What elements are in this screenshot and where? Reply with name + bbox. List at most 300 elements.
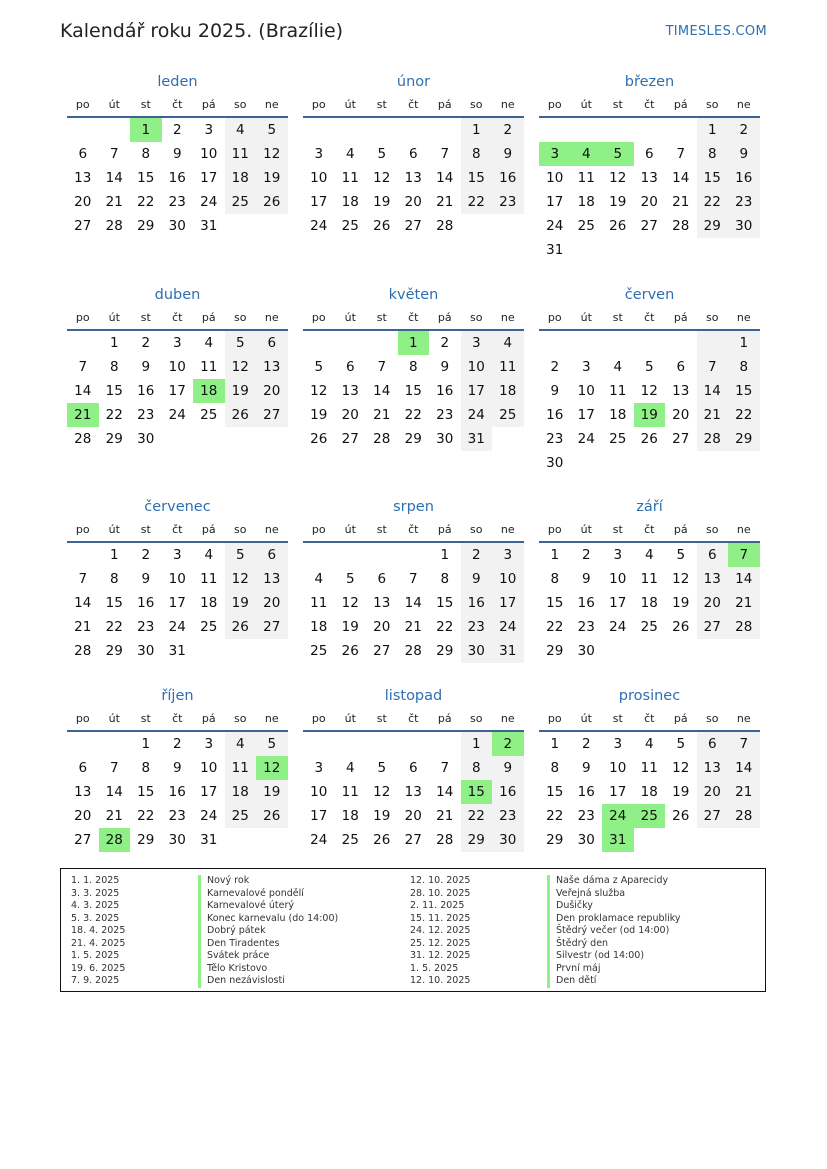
empty-cell (492, 427, 524, 451)
holiday-date: 1. 5. 2025 (410, 962, 459, 974)
day-cell: 18 (341, 808, 359, 824)
day-cell: 10 (310, 170, 328, 186)
day-cell: 7 (440, 146, 450, 162)
day-cell: 5 (676, 736, 686, 752)
day-cell: 23 (492, 804, 524, 828)
day-cell: 23 (168, 808, 186, 824)
weekday-label: ne (500, 711, 515, 725)
day-cell: 23 (577, 808, 595, 824)
day-cell: 1 (728, 331, 760, 355)
day-cell: 20 (256, 591, 288, 615)
empty-cell (634, 639, 666, 663)
day-cell: 9 (141, 571, 151, 587)
day-cell: 25 (634, 804, 666, 828)
empty-cell (634, 451, 666, 475)
day-cell: 8 (697, 142, 729, 166)
weekday-label: út (344, 711, 356, 725)
empty-cell (697, 451, 729, 475)
day-cell: 17 (609, 595, 627, 611)
day-cell: 25 (640, 619, 658, 635)
empty-cell (728, 828, 760, 852)
day-cell: 16 (168, 170, 186, 186)
day-cell: 12 (373, 784, 391, 800)
day-cell: 25 (341, 832, 359, 848)
weekday-label: st (612, 97, 623, 111)
day-cell: 16 (137, 595, 155, 611)
empty-cell (193, 639, 225, 663)
empty-cell (665, 639, 697, 663)
day-cell: 31 (492, 639, 524, 663)
day-cell: 5 (377, 146, 387, 162)
day-cell: 25 (200, 619, 218, 635)
weekday-label: so (470, 97, 483, 111)
day-cell: 23 (577, 619, 595, 635)
day-cell: 23 (728, 190, 760, 214)
day-cell: 15 (105, 383, 123, 399)
day-cell: 3 (172, 335, 182, 351)
empty-cell (335, 543, 367, 567)
empty-cell (697, 828, 729, 852)
day-cell: 12 (341, 595, 359, 611)
day-cell: 21 (697, 403, 729, 427)
day-cell: 24 (577, 431, 595, 447)
day-cell: 28 (105, 218, 123, 234)
day-cell: 13 (341, 383, 359, 399)
weekday-label: so (706, 310, 719, 324)
day-cell: 25 (200, 407, 218, 423)
day-cell: 22 (404, 407, 422, 423)
empty-cell (571, 451, 603, 475)
weekday-label: st (140, 97, 151, 111)
month-1 (67, 71, 288, 238)
day-grid (67, 732, 288, 852)
day-cell: 9 (172, 760, 182, 776)
day-cell: 18 (640, 595, 658, 611)
day-cell: 18 (492, 379, 524, 403)
empty-cell (665, 828, 697, 852)
weekday-label: čt (408, 97, 419, 111)
month-name: prosinec (618, 688, 681, 704)
empty-cell (335, 732, 367, 756)
day-grid (303, 118, 524, 238)
holiday-date: 31. 12. 2025 (410, 950, 471, 961)
empty-cell (366, 732, 398, 756)
empty-cell (225, 639, 257, 663)
day-cell: 1 (398, 331, 430, 355)
holiday-date: 24. 12. 2025 (410, 925, 471, 936)
day-cell: 4 (492, 331, 524, 355)
month-3 (539, 71, 760, 262)
weekday-label: út (344, 522, 356, 536)
day-cell: 13 (404, 784, 422, 800)
day-cell: 5 (314, 359, 324, 375)
day-cell: 20 (640, 194, 658, 210)
day-cell: 12 (373, 170, 391, 186)
holiday-dates-left (71, 875, 125, 988)
empty-cell (398, 118, 430, 142)
day-cell: 10 (609, 571, 627, 587)
day-cell: 24 (200, 194, 218, 210)
day-cell: 18 (225, 780, 257, 804)
day-cell: 19 (256, 166, 288, 190)
weekday-label: út (344, 310, 356, 324)
empty-cell (634, 331, 666, 355)
day-cell: 10 (310, 784, 328, 800)
weekday-header (539, 306, 760, 328)
day-cell: 18 (200, 595, 218, 611)
day-cell: 9 (728, 142, 760, 166)
weekday-label: so (470, 522, 483, 536)
weekday-label: po (311, 97, 326, 111)
day-cell: 6 (78, 146, 88, 162)
day-cell: 26 (373, 218, 391, 234)
holiday-date: 7. 9. 2025 (71, 975, 120, 986)
weekday-label: so (706, 97, 719, 111)
weekday-label: út (580, 711, 592, 725)
day-cell: 9 (581, 760, 591, 776)
day-cell: 2 (581, 547, 591, 563)
day-cell: 28 (436, 832, 454, 848)
day-cell: 10 (577, 383, 595, 399)
day-cell: 20 (697, 591, 729, 615)
day-cell: 8 (440, 571, 450, 587)
day-grid (67, 331, 288, 451)
weekday-label: ne (736, 97, 751, 111)
day-cell: 11 (492, 355, 524, 379)
weekday-label: st (612, 522, 623, 536)
day-cell: 28 (74, 643, 92, 659)
month-name: srpen (393, 499, 434, 515)
day-cell: 10 (546, 170, 564, 186)
empty-cell (602, 639, 634, 663)
day-cell: 18 (640, 784, 658, 800)
day-cell: 30 (546, 455, 564, 471)
day-cell: 9 (581, 571, 591, 587)
empty-cell (256, 427, 288, 451)
weekday-label: út (108, 97, 120, 111)
weekday-label: so (470, 310, 483, 324)
day-cell: 21 (373, 407, 391, 423)
empty-cell (303, 331, 335, 355)
day-cell: 2 (172, 736, 182, 752)
day-cell: 8 (109, 359, 119, 375)
day-cell: 8 (408, 359, 418, 375)
empty-cell (602, 118, 634, 142)
day-cell: 22 (137, 808, 155, 824)
empty-cell (366, 331, 398, 355)
weekday-label: út (580, 97, 592, 111)
day-cell: 12 (225, 567, 257, 591)
weekday-label: út (108, 711, 120, 725)
holiday-name: Veřejná služba (547, 888, 681, 901)
day-cell: 3 (204, 736, 214, 752)
day-cell: 17 (577, 407, 595, 423)
day-cell: 15 (697, 166, 729, 190)
holiday-name: Karnevalové úterý (198, 900, 338, 913)
day-cell: 31 (602, 828, 634, 852)
empty-cell (665, 331, 697, 355)
weekday-label: st (140, 522, 151, 536)
day-cell: 1 (130, 118, 162, 142)
weekday-label: st (140, 310, 151, 324)
day-cell: 3 (314, 760, 324, 776)
empty-cell (366, 118, 398, 142)
day-cell: 6 (408, 760, 418, 776)
day-cell: 19 (634, 403, 666, 427)
day-cell: 12 (256, 756, 288, 780)
day-cell: 26 (225, 403, 257, 427)
empty-cell (225, 427, 257, 451)
day-cell: 18 (225, 166, 257, 190)
day-cell: 1 (697, 118, 729, 142)
empty-cell (602, 238, 634, 262)
day-cell: 24 (310, 832, 328, 848)
day-cell: 27 (404, 832, 422, 848)
day-cell: 5 (256, 118, 288, 142)
weekday-header (67, 518, 288, 540)
day-cell: 30 (577, 832, 595, 848)
day-cell: 21 (105, 194, 123, 210)
page-title: Kalendář roku 2025. (Brazílie) (60, 20, 344, 42)
month-name: duben (154, 287, 201, 303)
day-cell: 27 (74, 218, 92, 234)
weekday-label: ne (264, 522, 279, 536)
day-cell: 1 (141, 736, 151, 752)
day-cell: 27 (256, 403, 288, 427)
holiday-date: 2. 11. 2025 (410, 900, 465, 911)
day-grid (67, 543, 288, 663)
day-cell: 29 (137, 218, 155, 234)
empty-cell (539, 118, 571, 142)
day-cell: 2 (440, 335, 450, 351)
empty-cell (571, 238, 603, 262)
day-cell: 14 (436, 170, 454, 186)
month-name: listopad (384, 688, 443, 704)
day-cell: 29 (546, 832, 564, 848)
day-cell: 11 (200, 359, 218, 375)
day-cell: 13 (74, 170, 92, 186)
day-cell: 28 (404, 643, 422, 659)
month-2 (303, 71, 524, 238)
weekday-label: čt (172, 97, 183, 111)
day-cell: 3 (581, 359, 591, 375)
day-cell: 2 (581, 736, 591, 752)
weekday-label: po (547, 711, 562, 725)
day-cell: 4 (204, 547, 214, 563)
weekday-label: pá (673, 711, 688, 725)
holiday-date: 1. 1. 2025 (71, 875, 120, 886)
holiday-name: Den proklamace republiky (547, 913, 681, 926)
day-cell: 4 (225, 118, 257, 142)
month-11 (303, 685, 524, 852)
day-cell: 10 (200, 760, 218, 776)
day-cell: 6 (256, 331, 288, 355)
day-cell: 21 (74, 619, 92, 635)
day-cell: 9 (440, 359, 450, 375)
day-cell: 30 (492, 828, 524, 852)
day-cell: 6 (78, 760, 88, 776)
day-cell: 7 (109, 760, 119, 776)
weekday-label: út (580, 522, 592, 536)
day-cell: 20 (74, 194, 92, 210)
day-cell: 21 (404, 619, 422, 635)
empty-cell (335, 118, 367, 142)
month-name: červenec (144, 499, 211, 515)
empty-cell (665, 238, 697, 262)
day-cell: 16 (577, 784, 595, 800)
day-cell: 23 (492, 190, 524, 214)
holiday-date: 18. 4. 2025 (71, 925, 126, 936)
holiday-date: 1. 5. 2025 (71, 950, 120, 961)
day-cell: 13 (256, 355, 288, 379)
day-cell: 11 (341, 784, 359, 800)
empty-cell (665, 118, 697, 142)
day-cell: 24 (461, 403, 493, 427)
day-cell: 10 (492, 567, 524, 591)
holiday-name: Dobrý pátek (198, 925, 338, 938)
weekday-label: čt (408, 711, 419, 725)
day-cell: 5 (602, 142, 634, 166)
day-cell: 10 (168, 359, 186, 375)
day-cell: 29 (546, 643, 564, 659)
day-cell: 30 (577, 643, 595, 659)
month-name: leden (157, 74, 198, 90)
day-cell: 16 (168, 784, 186, 800)
month-6 (539, 284, 760, 475)
day-cell: 24 (310, 218, 328, 234)
day-cell: 17 (200, 784, 218, 800)
empty-cell (67, 543, 99, 567)
weekday-label: pá (437, 522, 452, 536)
weekday-label: ne (736, 310, 751, 324)
holiday-date: 28. 10. 2025 (410, 887, 471, 899)
day-cell: 3 (492, 543, 524, 567)
weekday-label: po (547, 97, 562, 111)
day-cell: 5 (225, 331, 257, 355)
empty-cell (697, 331, 729, 355)
day-grid (303, 732, 524, 852)
day-cell: 2 (172, 122, 182, 138)
day-cell: 21 (105, 808, 123, 824)
day-cell: 15 (404, 383, 422, 399)
day-cell: 19 (256, 780, 288, 804)
day-cell: 26 (640, 431, 658, 447)
holiday-names-right (547, 875, 681, 988)
empty-cell (256, 214, 288, 238)
day-cell: 5 (676, 547, 686, 563)
day-cell: 15 (137, 784, 155, 800)
empty-cell (193, 427, 225, 451)
day-cell: 7 (728, 732, 760, 756)
month-name: červen (624, 287, 675, 303)
day-cell: 6 (256, 543, 288, 567)
holiday-name: Konec karnevalu (do 14:00) (198, 913, 338, 926)
day-cell: 19 (373, 194, 391, 210)
day-cell: 29 (105, 431, 123, 447)
day-cell: 14 (728, 567, 760, 591)
day-cell: 1 (440, 547, 450, 563)
day-cell: 5 (345, 571, 355, 587)
day-cell: 22 (105, 619, 123, 635)
brand-link[interactable]: TIMESLES.COM (665, 24, 767, 39)
day-cell: 30 (461, 639, 493, 663)
day-cell: 14 (105, 784, 123, 800)
day-cell: 10 (461, 355, 493, 379)
day-cell: 30 (436, 431, 454, 447)
weekday-label: ne (264, 711, 279, 725)
weekday-label: pá (201, 97, 216, 111)
empty-cell (728, 639, 760, 663)
day-cell: 11 (200, 571, 218, 587)
weekday-label: ne (264, 97, 279, 111)
day-cell: 17 (168, 383, 186, 399)
day-cell: 21 (436, 808, 454, 824)
day-cell: 8 (141, 146, 151, 162)
empty-cell (492, 214, 524, 238)
day-cell: 8 (461, 756, 493, 780)
month-4 (67, 284, 288, 451)
month-name: únor (396, 74, 431, 90)
day-grid (539, 732, 760, 852)
day-cell: 23 (137, 619, 155, 635)
day-cell: 14 (436, 784, 454, 800)
day-cell: 7 (408, 571, 418, 587)
day-cell: 28 (672, 218, 690, 234)
weekday-label: čt (408, 522, 419, 536)
empty-cell (256, 828, 288, 852)
day-cell: 2 (492, 118, 524, 142)
day-cell: 2 (550, 359, 560, 375)
day-cell: 4 (204, 335, 214, 351)
holiday-date: 3. 3. 2025 (71, 887, 120, 899)
weekday-label: pá (437, 711, 452, 725)
day-cell: 23 (137, 407, 155, 423)
day-cell: 6 (697, 732, 729, 756)
day-cell: 12 (225, 355, 257, 379)
day-cell: 22 (546, 808, 564, 824)
day-cell: 18 (310, 619, 328, 635)
day-cell: 20 (404, 808, 422, 824)
day-cell: 25 (492, 403, 524, 427)
day-cell: 28 (697, 427, 729, 451)
weekday-label: st (376, 97, 387, 111)
weekday-header (67, 707, 288, 729)
day-cell: 7 (697, 355, 729, 379)
weekday-label: so (234, 522, 247, 536)
empty-cell (398, 543, 430, 567)
weekday-label: st (376, 522, 387, 536)
holiday-date: 4. 3. 2025 (71, 900, 120, 911)
day-cell: 16 (728, 166, 760, 190)
weekday-label: ne (264, 310, 279, 324)
day-cell: 1 (550, 736, 560, 752)
day-cell: 28 (728, 804, 760, 828)
day-cell: 27 (341, 431, 359, 447)
weekday-label: út (580, 310, 592, 324)
empty-cell (335, 331, 367, 355)
day-cell: 24 (602, 804, 634, 828)
weekday-label: so (470, 711, 483, 725)
day-cell: 14 (74, 383, 92, 399)
day-cell: 18 (193, 379, 225, 403)
weekday-label: po (311, 711, 326, 725)
day-cell: 9 (172, 146, 182, 162)
day-cell: 24 (200, 808, 218, 824)
weekday-label: so (706, 522, 719, 536)
weekday-header (539, 518, 760, 540)
day-cell: 19 (609, 194, 627, 210)
day-cell: 29 (461, 828, 493, 852)
